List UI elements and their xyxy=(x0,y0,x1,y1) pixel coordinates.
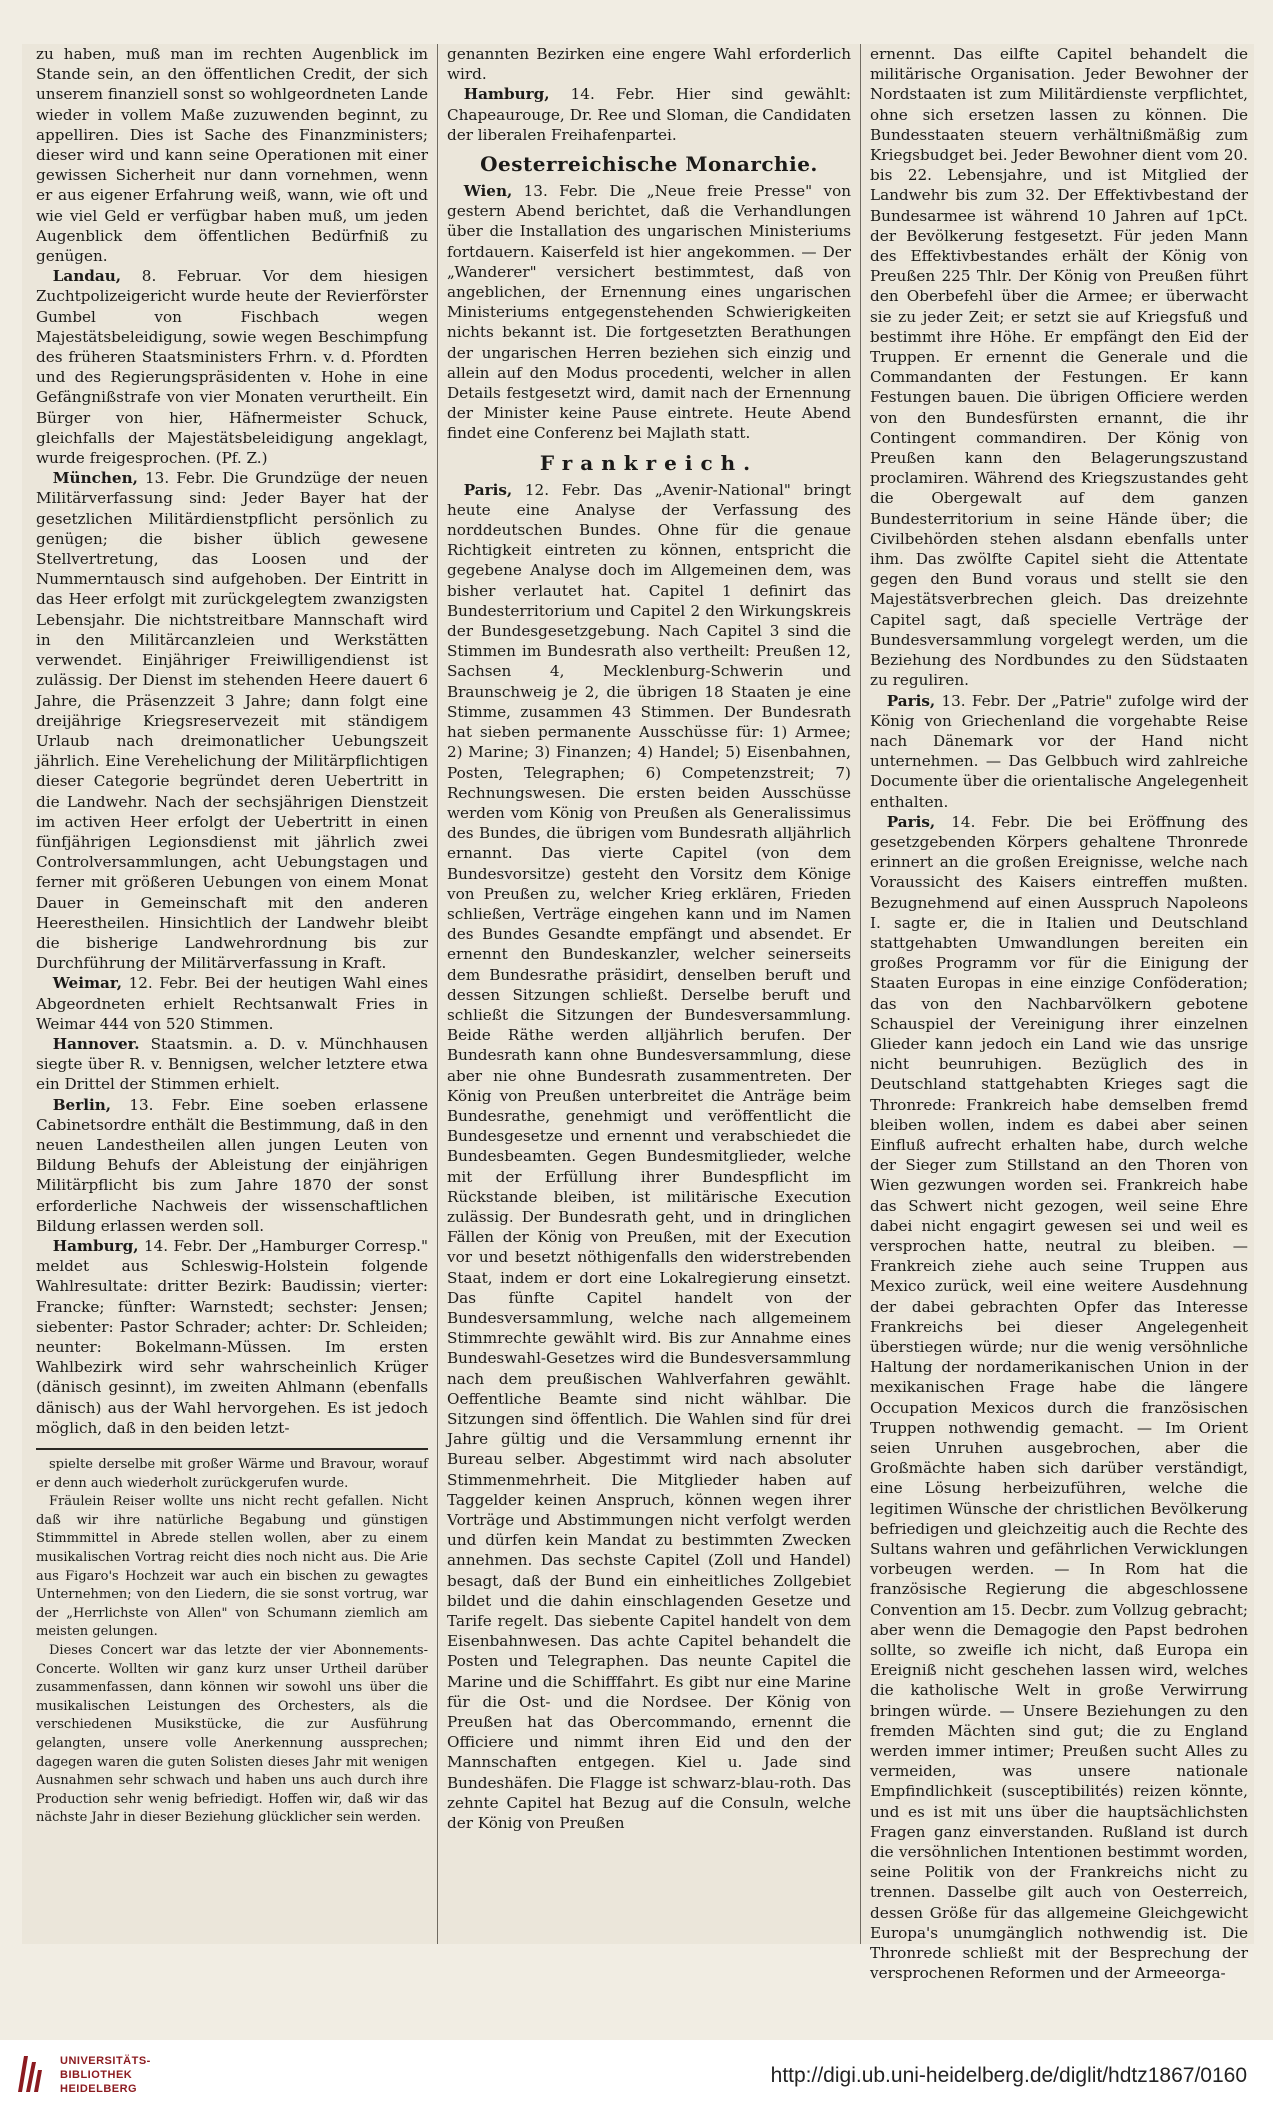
article-wien: Wien, 13. Febr. Die „Neue freie Presse" von gestern Abend berichtet, daß die Verhandlungen über die Installation des ungarischen Ministeriums fortdauern. Kaiserfeld ist hier angekommen. — Der „Wanderer" versichert bestimmtest, daß von angeblichen, der Ernennung eines ungarischen Ministeriums entgegenstehenden Schwierigkeiten nichts bekannt ist. Die fortgesetzten Berathungen der ungarischen Herren beziehen sich einzig und allein auf den Modus procedenti, welcher in allen Details festgesetzt wird, damit nach der Ernennung der Minister keine Pause eintrete. Heute Abend findet eine Conferenz bei Majlath statt. xyxy=(447,182,851,443)
section-heading-austria: Oesterreichische Monarchie. xyxy=(480,152,818,177)
article-hannover: Hannover. Staatsmin. a. D. v. Münchhausen siegte über R. v. Bennigsen, welcher letztere etwa ein Drittel der Stimmen erhielt. xyxy=(36,1034,428,1094)
column-2 xyxy=(447,44,851,1944)
article-berlin: Berlin, 13. Febr. Eine soeben erlassene Cabinetsordre enthält die Bestimmung, daß in den neuen Landestheilen allen jungen Leuten von Bildung Behufs der Ableistung der einjährigen Militärpflicht bis zum Jahre 1870 der sonst erforderliche Nachweis der wissenschaftlichen Bildung erlassen werden soll. xyxy=(36,1095,428,1235)
feuilleton-paragraph: spielte derselbe mit großer Wärme und Bravour, worauf er denn auch wiederholt zurückgerufen wurde. xyxy=(36,1457,428,1491)
dateline: Paris, xyxy=(886,691,936,710)
feuilleton-divider xyxy=(36,1448,428,1450)
article-paris-2: Paris, 13. Febr. Der „Patrie" zufolge wird der König von Griechenland die vorgehabte Reise nach Dänemark vor der Hand nicht unternehmen. — Das Gelbbuch wird zahlreiche Documente über die orientalische Angelegenheit enthalten. xyxy=(870,691,1248,811)
article-paragraph: ernennt. Das eilfte Capitel behandelt die militärische Organisation. Jeder Bewohner der Nordstaaten ist zum Militärdienste verpflichtet, ohne sich ersetzen lassen zu können. Die Bundesstaaten steuern verhältnißmäßig zum Kriegsbudget bei. Jeder Bewohner dient vom 20. bis 22. Lebensjahre, und ist Mitglied der Landwehr bis zum 32. Der Effektivbestand der Bundesarmee ist während 10 Jahren auf 1pCt. der Bevölkerung festgesetzt. Für jeden Mann des Effektivbestandes erhält der König von Preußen 225 Thlr. Der König von Preußen führt den Oberbefehl über die Armee; er überwacht sie zu jeder Zeit; er setzt sie auf Kriegsfuß und bestimmt ihre Höhe. Er empfängt den Eid der Truppen. Er ernennt die Generale und die Commandanten der Festungen. Er kann Festungen bauen. Die übrigen Officiere werden von den Bundesfürsten ernannt, die ihr Contingent commandiren. Der König von Preußen kann den Belagerungszustand proclamiren. Während des Kriegszustandes geht die Obergewalt auf dem ganzen Bundesterritorium in seine Hände über; die Civilbehörden stehen alsdann ebenfalls unter ihm. Das zwölfte Capitel sieht die Attentate gegen den Bund voraus und stellt sie den Majestätsverbrechen gleich. Das dreizehnte Capitel sagt, daß specielle Verträge der Bundesversammlung vorgelegt werden, um die Beziehung des Nordbundes zu den Südstaaten zu reguliren. xyxy=(870,45,1248,690)
dateline: München, xyxy=(52,469,138,488)
article-paragraph: genannten Bezirken eine engere Wahl erforderlich wird. xyxy=(447,45,851,84)
dateline: Berlin, xyxy=(52,1095,112,1114)
article-muenchen: München, 13. Febr. Die Grundzüge der neuen Militärverfassung sind: Jeder Bayer hat der gesetzlichen Militärdienstpflicht persönlich zu genügen; die bisher üblich gewesene Stellvertretung, das Loosen und der Nummerntausch sind aufgehoben. Der Eintritt in das Heer erfolgt mit zurückgelegtem zwanzigsten Lebensjahr. Die nichtstreitbare Mannschaft wird in den Militärcanzleien und Werkstätten verwendet. Einjähriger Freiwilligendienst ist zulässig. Der Dienst im stehenden Heere dauert 6 Jahre, die Präsenzzeit 3 Jahre; dann folgt eine dreijährige Kriegsreservezeit mit ständigem Urlaub nach dreimonatlicher Uebungszeit jährlich. Eine Verehelichung der Militärpflichtigen dieser Categorie begründet deren Uebertritt in die Landwehr. Nach der sechsjährigen Dienstzeit im activen Heer erfolgt der Uebertritt in einen fünfjährigen Legionsdienst mit jährlich zwei Controlversammlungen, acht Uebungstagen und ferner mit größeren Uebungen von einem Monat Dauer in Gemeinschaft mit den anderen Heerestheilen. Hinsichtlich der Landwehr bleibt die bisherige Landwehrordnung bis zur Durchführung der Militärverfassung in Kraft. xyxy=(36,469,428,973)
article-paris: Paris, 12. Febr. Das „Avenir-National" bringt heute eine Analyse der Verfassung des norddeutschen Bundes. Ohne für die genaue Richtigkeit eintreten zu können, entspricht die gegebene Analyse doch im Allgemeinen dem, was bisher verlautet hat. Capitel 1 definirt das Bundesterritorium und Capitel 2 den Wirkungskreis der Bundesgesetzgebung. Nach Capitel 3 sind die Stimmen im Bundesrath also vertheilt: Preußen 12, Sachsen 4, Mecklenburg-Schwerin und Braunschweig je 2, die übrigen 18 Staaten je eine Stimme, zusammen 43 Stimmen. Der Bundesrath hat sieben permanente Ausschüsse für: 1) Armee; 2) Marine; 3) Finanzen; 4) Handel; 5) Eisenbahnen, Posten, Telegraphen; 6) Competenzstreit; 7) Rechnungswesen. Die ersten beiden Ausschüsse werden vom König von Preußen als Generalissimus des Bundes, die übrigen vom Bundesrath alljährlich ernannt. Das vierte Capitel (von dem Bundesvorsitze) gesteht den Vorsitz dem Könige von Preußen zu, welcher Krieg erklären, Frieden schließen, Verträge eingehen kann und im Namen des Bundes Gesandte empfängt und absendet. Er ernennt den Bundeskanzler, welcher seinerseits dem Bundesrathe präsidirt, denselben beruft und dessen Sitzungen schließt. Derselbe beruft und schließt die Sitzungen der Bundesversammlung. Beide Räthe werden alljährlich berufen. Der Bundesrath kann ohne Bundesversammlung, diese aber nie ohne Bundesrath zusammentreten. Der König von Preußen unterbreitet die Anträge beim Bundesrathe, genehmigt und veröffentlicht die Bundesgesetze und ernennt und verabschiedet die Bundesbeamten. Gegen Bundesmitglieder, welche mit der Erfüllung ihrer Bundespflicht im Rückstande bleiben, ist militärische Execution zulässig. Der Bundesrath geht, und in dringlichen Fällen der König von Preußen, mit der Execution vor und besetzt nöthigenfalls den widerstrebenden Staat, indem er dort eine Lokalregierung einsetzt. Das fünfte Capitel handelt von der Bundesversammlung, welche nach allgemeinem Stimmrechte gewählt wird. Bis zur Annahme eines Bundeswahl-Gesetzes wird die Bundesversammlung nach dem preußischen Wahlverfahren gewählt. Oeffentliche Beamte sind nicht wählbar. Die Sitzungen sind öffentlich. Die Wahlen sind für drei Jahre gültig und die Versammlung ernennt ihr Bureau selber. Abgestimmt wird nach absoluter Stimmenmehrheit. Die Mitglieder haben auf Taggelder keinen Anspruch, können wegen ihrer Vorträge und Abstimmungen nicht verfolgt werden und dürfen kein Mandat zu bestimmten Zwecken annehmen. Das sechste Capitel (Zoll und Handel) besagt, daß der Bund ein einheitliches Zollgebiet bildet und die dahin einschlagenden Gesetze und Tarife regelt. Das siebente Capitel handelt von dem Eisenbahnwesen. Das achte Capitel behandelt die Posten und Telegraphen. Das neunte Capitel die Marine und die Schifffahrt. Es gibt nur eine Marine für die Ost- und die Nordsee. Der König von Preußen hat das Obercommando, ernennt die Officiere und nimmt ihren Eid und den der Mannschaften entgegen. Kiel u. Jade sind Bundeshäfen. Die Flagge ist schwarz-blau-roth. Das zehnte Capitel hat Bezug auf die Consuln, welche der König von Preußen xyxy=(447,480,851,1833)
dateline: Hannover. xyxy=(52,1034,140,1053)
university-seal-icon xyxy=(14,2052,44,2096)
article-hamburg-2: Hamburg, 14. Febr. Hier sind gewählt: Chapeaurouge, Dr. Ree und Sloman, die Candidaten der liberalen Freihafenpartei. xyxy=(447,85,851,144)
feuilleton-paragraph: Fräulein Reiser wollte uns nicht recht gefallen. Nicht daß wir ihre natürliche Begabung und günstigen Stimmmittel in Abrede stellen wollen, aber zu einem musikalischen Vortrag reicht dies noch nicht aus. Die Arie aus Figaro's Hochzeit war auch ein bischen zu gewagtes Unternehmen; von den Liedern, die sie sonst vortrug, war der „Herrlichste von Allen" von Schumann ziemlich am meisten gelungen. xyxy=(36,1494,428,1640)
column-divider xyxy=(860,44,861,1944)
dateline: Weimar, xyxy=(52,974,123,993)
dateline: Paris, xyxy=(463,480,513,499)
section-heading-france: Frankreich. xyxy=(539,450,759,475)
dateline: Hamburg, xyxy=(463,85,550,104)
article-paris-3: Paris, 14. Febr. Die bei Eröffnung des gesetzgebenden Körpers gehaltene Thronrede erinnert an die großen Ereignisse, welche nach Voraussicht des Kaisers eintreffen mußten. Bezugnehmend auf einen Ausspruch Napoleons I. sagte er, die in Italien und Deutschland stattgehabten Umwandlungen bereiten ein großes Programm vor für die Einigung der Staaten Europas in eine einzige Conföderation; das von den Nachbarvölkern gebotene Schauspiel der Vereinigung ihrer einzelnen Glieder kann jedoch ein Land wie das unsrige nicht beunruhigen. Bezüglich des in Deutschland stattgehabten Krieges sagt die Thronrede: Frankreich habe demselben fremd bleiben wollen, indem es dabei aber seinen Einfluß aufrecht erhalten habe, durch welche der Sieger zum Stillstand an den Thoren von Wien gezwungen worden sei. Frankreich habe das Schwert nicht gezogen, weil seine Ehre dabei nicht engagirt gewesen sei und weil es versprochen hatte, neutral zu bleiben. — Frankreich ziehe auch seine Truppen aus Mexico zurück, weil eine weitere Ausdehnung der dabei gebrachten Opfer das Interesse Frankreichs bei dieser Angelegenheit überstiegen würde; nur die wenig versöhnliche Haltung der nordamerikanischen Union in der mexikanischen Frage habe die längere Occupation Mexicos durch die französischen Truppen nothwendig gemacht. — Im Orient seien Unruhen ausgebrochen, aber die Großmächte haben sich darüber verständigt, eine Lösung herbeizuführen, welche die legitimen Wünsche der christlichen Bevölkerung befriedigen und gleichzeitig auch die Rechte des Sultans wahren und gefährlichen Verwicklungen vorbeugen werden. — In Rom hat die französische Regierung die abgeschlossene Convention am 15. Decbr. zum Vollzug gebracht; aber wenn die Demagogie den Papst bedrohen sollte, so zweifle ich nicht, daß Europa ein Ereigniß nicht geschehen lassen wird, welches die katholische Welt in große Verwirrung bringen würde. — Unsere Beziehungen zu den fremden Mächten sind gut; die zu England werden immer intimer; Preußen sucht Alles zu vermeiden, was unsere nationale Empfindlichkeit (susceptibilités) reizen könnte, und es ist mit uns über die hauptsächlichsten Fragen ganz einverstanden. Rußland ist durch die versöhnlichen Intentionen bestimmt worden, seine Politik von der Frankreichs nicht zu trennen. Dasselbe gilt auch von Oesterreich, dessen Größe für das allgemeine Gleichgewicht Europa's unumgänglich nothwendig ist. Die Thronrede schließt mit der Besprechung der versprochenen Reformen und der Armeeorga- xyxy=(870,812,1248,1983)
column-1 xyxy=(36,44,428,1944)
dateline: Landau, xyxy=(52,267,122,286)
column-divider xyxy=(437,44,438,1944)
source-url-link[interactable]: http://digi.ub.uni-heidelberg.de/diglit/hdtz1867/0160 xyxy=(770,2064,1247,2087)
feuilleton-section xyxy=(36,1456,428,1828)
column-3 xyxy=(870,44,1248,1983)
page-footer xyxy=(0,2040,1273,2113)
feuilleton-paragraph: Dieses Concert war das letzte der vier Abonnements-Concerte. Wollten wir ganz kurz unser Urtheil darüber zusammenfassen, dann können wir sowohl uns über die musikalischen Leistungen des Orchesters, als die verschiedenen Musikstücke, die zur Ausführung gelangten, unsere volle Anerkennung aussprechen; dagegen waren die guten Solisten dieses Jahr mit wenigen Ausnahmen sehr schwach und haben uns auch durch ihre Production sehr wenig befriedigt. Hoffen wir, daß wir das nächste Jahr in dieser Beziehung glücklicher sein werden. xyxy=(36,1642,428,1826)
newspaper-page xyxy=(22,44,1254,1983)
article-hamburg: Hamburg, 14. Febr. Der „Hamburger Corresp." meldet aus Schleswig-Holstein folgende Wahlresultate: dritter Bezirk: Baudissin; vierter: Francke; fünfter: Warnstedt; sechster: Jensen; siebenter: Pastor Schrader; achter: Dr. Schleiden; neunter: Bokelmann-Müssen. Im ersten Wahlbezirk wird sehr wahrscheinlich Krüger (dänisch gesinnt), im zweiten Ahlmann (ebenfalls dänisch) aus der Wahl hervorgehen. Es ist jedoch möglich, daß in den beiden letzt- xyxy=(36,1236,428,1437)
dateline: Wien, xyxy=(463,182,513,201)
dateline: Paris, xyxy=(886,812,936,831)
dateline: Hamburg, xyxy=(52,1236,139,1255)
article-paragraph: zu haben, muß man im rechten Augenblick im Stande sein, an den öffentlichen Credit, der sich unserem finanziell sonst so wohlgeordneten Lande wieder in vollem Maße zuzuwenden beginnt, zu appelliren. Dies ist Sache des Finanzministers; dieser wird und kann seine Operationen mit einer gewissen Sicherheit nur dann vornehmen, wenn er aus eigener Erfahrung weiß, wann, wie oft und wie viel Geld er verfügbar haben muß, um jeden Augenblick dem öffentlichen Bedürfniß zu genügen. xyxy=(36,45,428,266)
article-landau: Landau, 8. Februar. Vor dem hiesigen Zuchtpolizeigericht wurde heute der Revierförster Gumbel von Fischbach wegen Majestätsbeleidigung, sowie wegen Beschimpfung des früheren Staatsministers Frhrn. v. d. Pfordten und des Regierungspräsidenten v. Hohe in eine Gefängnißstrafe von vier Monaten verurtheilt. Ein Bürger von hier, Häfnermeister Schuck, gleichfalls der Majestätsbeleidigung angeklagt, wurde freigesprochen. (Pf. Z.) xyxy=(36,267,428,468)
library-logo-text: UNIVERSITÄTS- BIBLIOTHEK HEIDELBERG xyxy=(60,2055,151,2095)
article-weimar: Weimar, 12. Febr. Bei der heutigen Wahl eines Abgeordneten erhielt Rechtsanwalt Fries in Weimar 444 von 520 Stimmen. xyxy=(36,974,428,1033)
